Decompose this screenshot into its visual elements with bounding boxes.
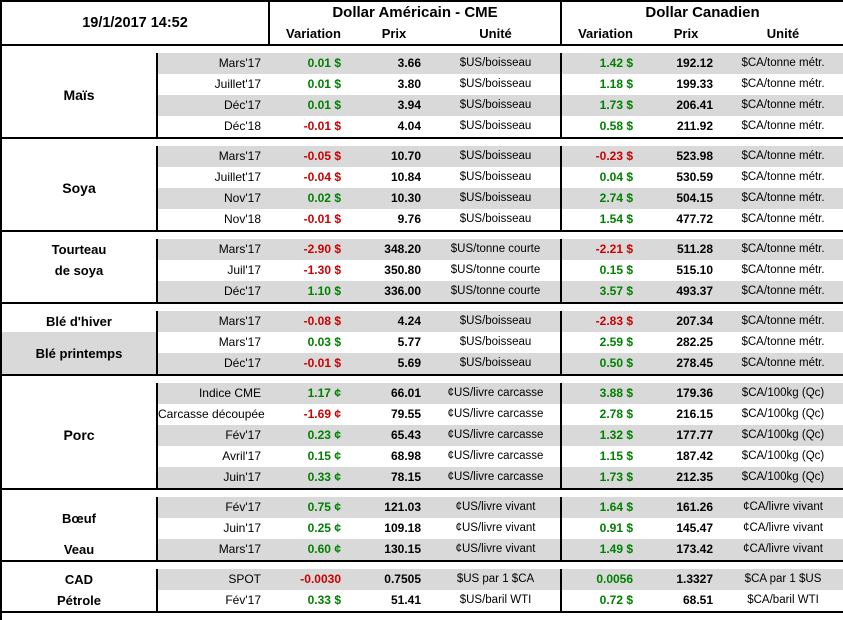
price-us: 68.98: [357, 446, 431, 467]
unit-ca: $CA/100kg (Qc): [723, 404, 843, 425]
variation-us: -0.01 $: [269, 116, 357, 138]
group-label: Bœuf: [1, 497, 157, 539]
price-ca: 511.28: [649, 239, 723, 260]
unit-us: $US/boisseau: [431, 188, 561, 209]
unit-us: $US/tonne courte: [431, 281, 561, 303]
price-us: 130.15: [357, 539, 431, 561]
col-variation-us: Variation: [286, 26, 341, 41]
group-label: Porc: [1, 383, 157, 489]
variation-ca: 0.58 $: [561, 116, 649, 138]
price-ca: 177.77: [649, 425, 723, 446]
table-row: [1, 383, 843, 404]
price-ca: 515.10: [649, 260, 723, 281]
unit-us: $US/boisseau: [431, 167, 561, 188]
variation-ca: -2.21 $: [561, 239, 649, 260]
price-us: 51.41: [357, 590, 431, 612]
variation-ca: 1.32 $: [561, 425, 649, 446]
price-us: 65.43: [357, 425, 431, 446]
unit-us: ¢US/livre carcasse: [431, 446, 561, 467]
unit-us: ¢US/livre carcasse: [431, 383, 561, 404]
unit-us: ¢US/livre carcasse: [431, 425, 561, 446]
variation-ca: 3.88 $: [561, 383, 649, 404]
variation-us: 0.02 $: [269, 188, 357, 209]
variation-ca: -2.83 $: [561, 311, 649, 332]
unit-us: ¢US/livre carcasse: [431, 404, 561, 425]
col-unite-us: Unité: [431, 23, 561, 45]
col-unite-ca: Unité: [723, 23, 843, 45]
price-ca: 282.25: [649, 332, 723, 353]
unit-us: $US/boisseau: [431, 209, 561, 231]
variation-us: 0.33 ¢: [269, 467, 357, 489]
unit-ca: $CA/tonne métr.: [723, 239, 843, 260]
unit-ca: $CA/tonne métr.: [723, 281, 843, 303]
variation-ca: 3.57 $: [561, 281, 649, 303]
price-ca: 145.47: [649, 518, 723, 539]
timestamp: 19/1/2017 14:52: [1, 1, 269, 45]
contract-month: Carcasse découpée: [157, 404, 269, 425]
variation-us: -2.90 $: [269, 239, 357, 260]
unit-ca: $CA/tonne métr.: [723, 53, 843, 74]
unit-us: $US/boisseau: [431, 95, 561, 116]
price-us: 79.55: [357, 404, 431, 425]
price-ca: 278.45: [649, 353, 723, 375]
group-separator: [1, 231, 843, 239]
variation-ca: 0.15 $: [561, 260, 649, 281]
variation-us: 0.23 ¢: [269, 425, 357, 446]
contract-month: Mars'17: [157, 311, 269, 332]
variation-us: 0.01 $: [269, 74, 357, 95]
price-us: 3.66: [357, 53, 431, 74]
unit-ca: $CA/100kg (Qc): [723, 383, 843, 404]
price-ca: 212.35: [649, 467, 723, 489]
unit-ca: $CA/tonne métr.: [723, 146, 843, 167]
contract-month: Déc'17: [157, 353, 269, 375]
contract-month: Avril'17: [157, 446, 269, 467]
price-us: 10.70: [357, 146, 431, 167]
group-separator: [1, 561, 843, 569]
variation-ca: 1.73 $: [561, 467, 649, 489]
variation-us: -0.01 $: [269, 209, 357, 231]
unit-ca: ¢CA/livre vivant: [723, 539, 843, 561]
price-us: 336.00: [357, 281, 431, 303]
unit-ca: $CA/tonne métr.: [723, 353, 843, 375]
variation-ca: 1.54 $: [561, 209, 649, 231]
variation-ca: 0.04 $: [561, 167, 649, 188]
price-ca: 187.42: [649, 446, 723, 467]
contract-month: Juin'17: [157, 518, 269, 539]
price-ca: 523.98: [649, 146, 723, 167]
variation-us: 0.03 $: [269, 332, 357, 353]
table-row: [1, 332, 843, 353]
unit-us: $US/boisseau: [431, 116, 561, 138]
price-ca: 173.42: [649, 539, 723, 561]
variation-ca: 1.42 $: [561, 53, 649, 74]
price-us: 4.04: [357, 116, 431, 138]
variation-us: -0.01 $: [269, 353, 357, 375]
price-ca: 192.12: [649, 53, 723, 74]
unit-us: $US par 1 $CA: [431, 569, 561, 590]
col-prix-us: Prix: [381, 26, 407, 41]
variation-ca: 0.72 $: [561, 590, 649, 612]
price-us: 5.77: [357, 332, 431, 353]
unit-ca: $CA/tonne métr.: [723, 311, 843, 332]
table-header-top: [1, 1, 843, 23]
variation-us: -1.69 ¢: [269, 404, 357, 425]
unit-ca: $CA/100kg (Qc): [723, 467, 843, 489]
contract-month: Mars'17: [157, 239, 269, 260]
unit-us: $US/baril WTI: [431, 590, 561, 612]
price-ca: 493.37: [649, 281, 723, 303]
table-row: [1, 260, 843, 281]
col-prix-ca: Prix: [673, 26, 699, 41]
variation-us: -0.04 $: [269, 167, 357, 188]
variation-us: 0.01 $: [269, 53, 357, 74]
table-row: [1, 53, 843, 74]
variation-us: 0.01 $: [269, 95, 357, 116]
group-label: Soya: [1, 146, 157, 231]
header-separator: [1, 45, 843, 53]
unit-ca: $CA/100kg (Qc): [723, 446, 843, 467]
unit-ca: ¢CA/livre vivant: [723, 518, 843, 539]
group-separator: [1, 612, 843, 620]
price-us: 5.69: [357, 353, 431, 375]
price-us: 9.76: [357, 209, 431, 231]
unit-ca: $CA/tonne métr.: [723, 209, 843, 231]
contract-month: Fév'17: [157, 497, 269, 518]
table-row: [1, 539, 843, 561]
contract-month: Déc'18: [157, 116, 269, 138]
price-us: 3.94: [357, 95, 431, 116]
unit-ca: $CA/tonne métr.: [723, 260, 843, 281]
group-label: Blé d'hiver: [1, 311, 157, 332]
variation-ca: 0.0056: [561, 569, 649, 590]
contract-month: Juillet'17: [157, 74, 269, 95]
table-row: [1, 281, 843, 303]
contract-month: Mars'17: [157, 539, 269, 561]
variation-ca: -0.23 $: [561, 146, 649, 167]
unit-ca: $CA par 1 $US: [723, 569, 843, 590]
contract-month: Indice CME: [157, 383, 269, 404]
contract-month: Mars'17: [157, 53, 269, 74]
group-label: Tourteau: [1, 239, 157, 260]
table-row: [1, 590, 843, 612]
price-us: 10.30: [357, 188, 431, 209]
price-ca: 161.26: [649, 497, 723, 518]
unit-ca: $CA/baril WTI: [723, 590, 843, 612]
table-row: [1, 569, 843, 590]
unit-us: ¢US/livre vivant: [431, 518, 561, 539]
unit-ca: $CA/tonne métr.: [723, 332, 843, 353]
contract-month: Nov'18: [157, 209, 269, 231]
variation-us: -0.05 $: [269, 146, 357, 167]
group-label-empty: [1, 281, 157, 303]
price-ca: 206.41: [649, 95, 723, 116]
market-us-title: Dollar Américain - CME: [269, 1, 561, 23]
unit-us: $US/boisseau: [431, 146, 561, 167]
group-label: CAD: [1, 569, 157, 590]
variation-ca: 1.64 $: [561, 497, 649, 518]
unit-ca: ¢CA/livre vivant: [723, 497, 843, 518]
group-label: Blé printemps: [1, 332, 157, 375]
variation-ca: 2.59 $: [561, 332, 649, 353]
col-variation-ca: Variation: [578, 26, 633, 41]
price-us: 121.03: [357, 497, 431, 518]
unit-us: $US/tonne courte: [431, 260, 561, 281]
price-ca: 504.15: [649, 188, 723, 209]
variation-ca: 1.15 $: [561, 446, 649, 467]
contract-month: Juillet'17: [157, 167, 269, 188]
variation-us: 0.75 ¢: [269, 497, 357, 518]
contract-month: Fév'17: [157, 425, 269, 446]
table-row: [1, 497, 843, 518]
price-ca: 199.33: [649, 74, 723, 95]
price-us: 4.24: [357, 311, 431, 332]
variation-ca: 1.18 $: [561, 74, 649, 95]
group-separator: [1, 303, 843, 311]
contract-month: Mars'17: [157, 332, 269, 353]
unit-us: $US/boisseau: [431, 353, 561, 375]
variation-us: 0.15 ¢: [269, 446, 357, 467]
unit-ca: $CA/tonne métr.: [723, 116, 843, 138]
variation-ca: 2.78 $: [561, 404, 649, 425]
group-separator: [1, 375, 843, 383]
price-ca: 179.36: [649, 383, 723, 404]
unit-us: ¢US/livre carcasse: [431, 467, 561, 489]
group-label: Veau: [1, 539, 157, 561]
variation-ca: 1.49 $: [561, 539, 649, 561]
price-us: 0.7505: [357, 569, 431, 590]
contract-month: Nov'17: [157, 188, 269, 209]
contract-month: Fév'17: [157, 590, 269, 612]
variation-us: 1.10 $: [269, 281, 357, 303]
contract-month: Mars'17: [157, 146, 269, 167]
price-ca: 477.72: [649, 209, 723, 231]
variation-ca: 1.73 $: [561, 95, 649, 116]
unit-ca: $CA/100kg (Qc): [723, 425, 843, 446]
price-ca: 1.3327: [649, 569, 723, 590]
unit-us: $US/boisseau: [431, 311, 561, 332]
price-us: 66.01: [357, 383, 431, 404]
variation-ca: 2.74 $: [561, 188, 649, 209]
table-row: [1, 239, 843, 260]
unit-us: ¢US/livre vivant: [431, 539, 561, 561]
price-ca: 68.51: [649, 590, 723, 612]
contract-month: Juin'17: [157, 467, 269, 489]
variation-us: 0.25 ¢: [269, 518, 357, 539]
market-ca-title: Dollar Canadien: [561, 1, 843, 23]
unit-ca: $CA/tonne métr.: [723, 188, 843, 209]
contract-month: Déc'17: [157, 281, 269, 303]
group-label: Maïs: [1, 53, 157, 138]
contract-month: Déc'17: [157, 95, 269, 116]
price-us: 109.18: [357, 518, 431, 539]
unit-us: $US/tonne courte: [431, 239, 561, 260]
variation-us: 1.17 ¢: [269, 383, 357, 404]
group-separator: [1, 138, 843, 146]
table-row: [1, 311, 843, 332]
table-row: [1, 146, 843, 167]
price-ca: 530.59: [649, 167, 723, 188]
price-ca: 207.34: [649, 311, 723, 332]
variation-us: 0.33 $: [269, 590, 357, 612]
group-separator: [1, 489, 843, 497]
price-us: 350.80: [357, 260, 431, 281]
variation-us: -0.08 $: [269, 311, 357, 332]
variation-us: 0.60 ¢: [269, 539, 357, 561]
price-ca: 211.92: [649, 116, 723, 138]
group-label: Pétrole: [1, 590, 157, 612]
unit-ca: $CA/tonne métr.: [723, 167, 843, 188]
unit-us: $US/boisseau: [431, 53, 561, 74]
price-ca: 216.15: [649, 404, 723, 425]
variation-us: -1.30 $: [269, 260, 357, 281]
variation-us: -0.0030: [269, 569, 357, 590]
price-us: 10.84: [357, 167, 431, 188]
group-label: de soya: [1, 260, 157, 281]
price-us: 78.15: [357, 467, 431, 489]
price-us: 348.20: [357, 239, 431, 260]
unit-us: $US/boisseau: [431, 74, 561, 95]
price-us: 3.80: [357, 74, 431, 95]
variation-ca: 0.91 $: [561, 518, 649, 539]
unit-ca: $CA/tonne métr.: [723, 95, 843, 116]
contract-month: SPOT: [157, 569, 269, 590]
variation-ca: 0.50 $: [561, 353, 649, 375]
unit-ca: $CA/tonne métr.: [723, 74, 843, 95]
unit-us: ¢US/livre vivant: [431, 497, 561, 518]
contract-month: Juil'17: [157, 260, 269, 281]
unit-us: $US/boisseau: [431, 332, 561, 353]
